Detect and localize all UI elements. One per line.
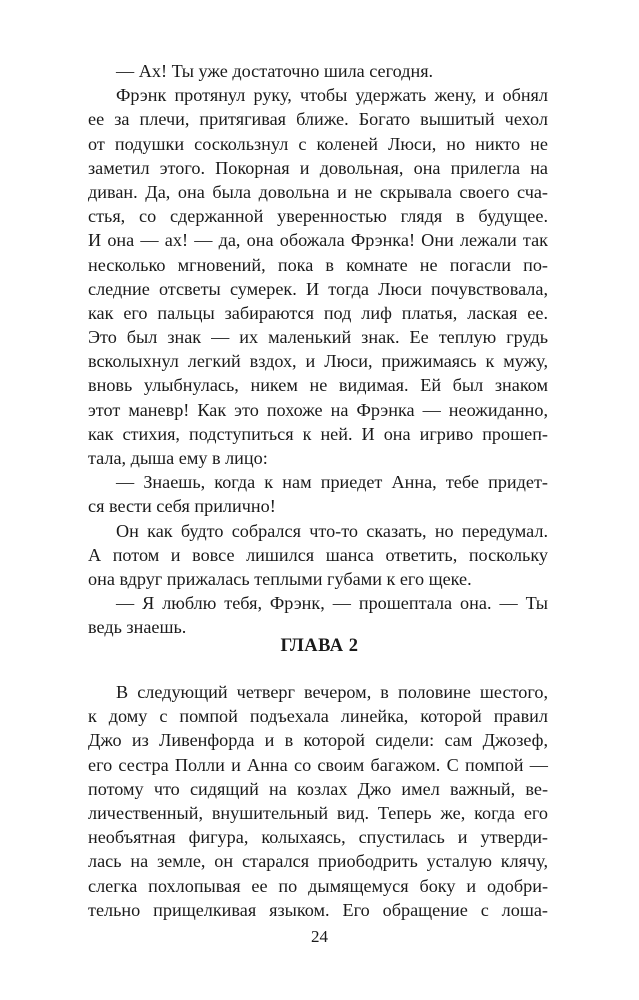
text-line: как стихия, подступиться к ней. И она игриво прошеп- [88,423,548,444]
text-line: от подушки соскользнул с коленей Люси, но никто не [88,133,548,154]
text-line: заметил этого. Покорная и довольная, она прилегла на [88,157,548,178]
text-line: как его пальцы забираются под лиф платья, лаская ее. [88,302,548,323]
text-line: потому что сидящий на козлах Джо имел важный, ве- [88,778,548,799]
text-line: тельно прищелкивая языком. Его обращение с лоша- [88,899,548,920]
text-line: Джо из Ливенфорда и в которой сидели: сам Джозеф, [88,730,548,751]
text-line: она вдруг прижалась теплыми губами к его щеке. [88,568,472,589]
text-line: диван. Да, она была довольна и не скрывала своего сча- [88,181,548,202]
body-text-before-chapter [88,59,548,640]
chapter-heading: ГЛАВА 2 [280,636,359,656]
text-line: — Ах! Ты уже достаточно шила сегодня. [116,61,434,81]
text-line: стья, со сдержанной уверенностью глядя в будущее. [88,206,548,227]
text-line: ведь знаешь. [88,617,187,638]
text-line: слегка похлопывая ее по дымящемуся боку и одобри- [88,875,548,896]
text-line: — Знаешь, когда к нам приедет Анна, тебе придет- [116,472,548,493]
text-line: Это был знак — их маленький знак. Ее теплую грудь [88,327,548,348]
text-line: тала, дыша ему в лицо: [88,448,268,468]
page-number: 24 [311,927,328,946]
text-line: необъятная фигура, колыхаясь, спустилась и утверди- [88,827,548,848]
text-line: ся вести себя прилично! [88,496,276,517]
text-line: лась на земле, он старался приободрить усталую клячу, [88,851,548,872]
text-line: следние отсветы сумерек. И тогда Люси почувствовала, [88,278,548,299]
text-line: ее за плечи, притягивая ближе. Богато вышитый чехол [88,109,548,130]
text-line: личественный, внушительный вид. Теперь же, когда его [88,802,548,823]
text-line: вновь улыбнулась, никем не видимая. Ей был знаком [88,375,548,396]
body-text-chapter-2 [88,680,548,922]
text-line: несколько мгновений, пока в комнате не погасли по- [88,254,548,275]
text-line: к дому с помпой подъехала линейка, которой правил [88,706,548,727]
text-line: Фрэнк протянул руку, чтобы удержать жену, и обнял [116,85,548,106]
text-line: его сестра Полли и Анна со своим багажом. С помпой — [88,754,548,775]
text-line: В следующий четверг вечером, в половине шестого, [116,682,548,702]
text-line: И она — ах! — да, она обожала Фрэнка! Они лежали так [88,230,548,251]
text-line: всколыхнул легкий вздох, и Люси, прижимаясь к мужу, [88,351,548,372]
text-line: Он как будто собрался что-то сказать, но передумал. [116,520,548,541]
text-line: — Я люблю тебя, Фрэнк, — прошептала она. — Ты [116,593,548,614]
text-line: этот маневр! Как это похоже на Фрэнка — неожиданно, [88,399,548,420]
text-line: А потом и вовсе лишился шанса ответить, поскольку [88,544,548,565]
